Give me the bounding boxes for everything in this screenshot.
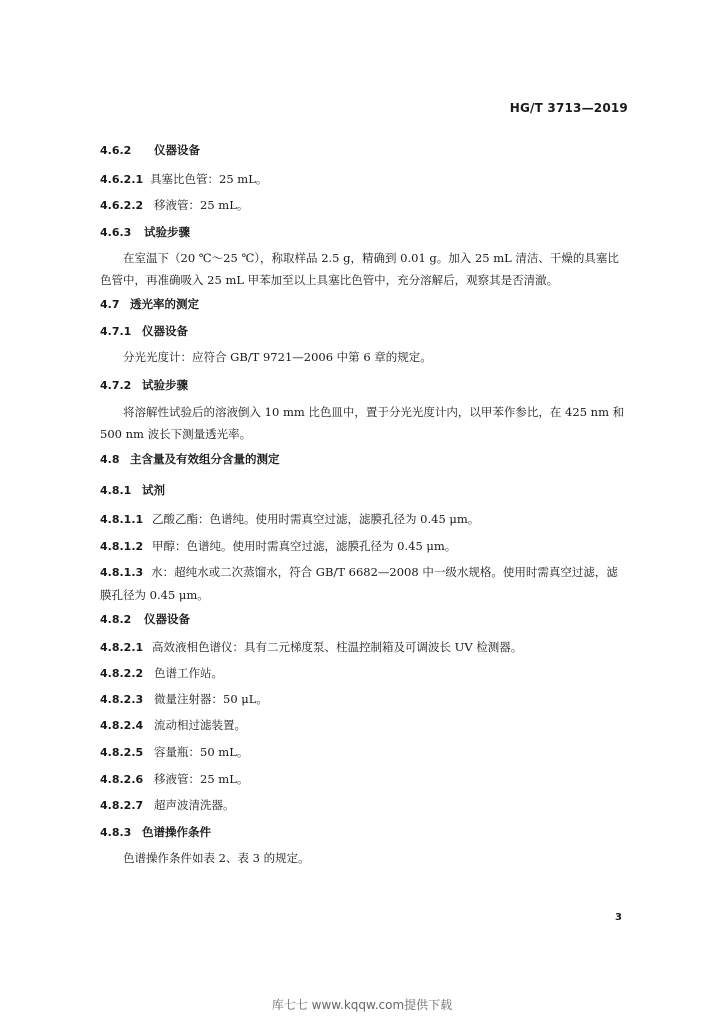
section-title: 透光率的测定 xyxy=(130,297,199,311)
clause-number: 4.8.1.1 xyxy=(100,513,144,526)
section-heading-4-8-1 xyxy=(100,483,165,498)
section-title: 试剂 xyxy=(142,483,165,497)
section-title: 色谱操作条件 xyxy=(142,825,211,839)
section-number: 4.8.3 xyxy=(100,826,132,839)
clause-number: 4.8.2.6 xyxy=(100,773,144,786)
section-number: 4.7.1 xyxy=(100,325,132,338)
section-number: 4.8.2 xyxy=(100,613,132,626)
clause-number: 4.8.1.2 xyxy=(100,540,144,553)
paragraph-4-7-1: 分光光度计：应符合 GB/T 9721—2006 中第 6 章的规定。 xyxy=(123,350,432,364)
clause-4-8-2-7 xyxy=(100,798,235,813)
section-heading-4-8 xyxy=(100,452,280,467)
section-heading-4-6-2 xyxy=(100,143,200,158)
clause-4-8-2-2 xyxy=(100,666,223,681)
section-title: 仪器设备 xyxy=(154,143,200,157)
page-number: 3 xyxy=(615,912,622,923)
clause-4-8-2-5 xyxy=(100,745,248,760)
section-heading-4-8-2 xyxy=(100,612,190,627)
section-title: 仪器设备 xyxy=(142,324,188,338)
paragraph-4-7-2: 将溶解性试验后的溶液倒入 10 mm 比色皿中，置于分光光度计内，以甲苯作参比，在 425 nm 和 500 nm 波长下测量透光率。 xyxy=(100,405,625,441)
clause-text: 甲醇：色谱纯。使用时需真空过滤，滤膜孔径为 0.45 μm。 xyxy=(152,539,457,553)
clause-number: 4.8.2.4 xyxy=(100,719,144,732)
section-number: 4.7 xyxy=(100,298,120,311)
standard-code: HG/T 3713—2019 xyxy=(509,101,628,115)
clause-text: 流动相过滤装置。 xyxy=(154,718,246,732)
clause-number: 4.8.2.3 xyxy=(100,693,144,706)
clause-text: 高效液相色谱仪：具有二元梯度泵、柱温控制箱及可调波长 UV 检测器。 xyxy=(152,640,523,654)
section-number: 4.6.2 xyxy=(100,144,132,157)
clause-number: 4.8.2.1 xyxy=(100,641,144,654)
clause-4-6-2-1 xyxy=(100,172,267,187)
paragraph-4-6-3: 在室温下（20 ℃～25 ℃），称取样品 2.5 g，精确到 0.01 g。加入 25 mL 清洁、干燥的具塞比色管中，再准确吸入 25 mL 甲苯加至以上具塞比色管中，充分溶解后，观察其是否清澈。 xyxy=(100,251,619,287)
clause-text: 容量瓶：50 mL。 xyxy=(154,745,249,759)
clause-number: 4.8.1.3 xyxy=(100,566,144,579)
section-heading-4-8-3 xyxy=(100,825,211,840)
download-watermark: 库七七 www.kqqw.com提供下载 xyxy=(271,998,453,1012)
clause-text: 水：超纯水或二次蒸馏水，符合 GB/T 6682—2008 中一级水规格。使用时需真空过滤，滤膜孔径为 0.45 μm。 xyxy=(100,565,618,602)
clause-number: 4.8.2.2 xyxy=(100,667,144,680)
section-number: 4.8 xyxy=(100,453,120,466)
clause-text: 超声波清洗器。 xyxy=(154,798,235,812)
clause-text: 乙酸乙酯：色谱纯。使用时需真空过滤，滤膜孔径为 0.45 μm。 xyxy=(152,512,480,526)
section-number: 4.8.1 xyxy=(100,484,132,497)
clause-4-8-2-3 xyxy=(100,692,268,707)
clause-number: 4.8.2.5 xyxy=(100,746,144,759)
clause-number: 4.6.2.1 xyxy=(100,173,144,186)
clause-4-8-1-1 xyxy=(100,512,479,527)
clause-4-6-2-2 xyxy=(100,198,248,213)
section-title: 主含量及有效组分含量的测定 xyxy=(130,452,280,466)
clause-4-8-1-3 xyxy=(100,561,628,606)
section-heading-4-7 xyxy=(100,297,199,312)
section-heading-4-7-1 xyxy=(100,324,188,339)
clause-text: 移液管：25 mL。 xyxy=(154,198,249,212)
section-number: 4.7.2 xyxy=(100,379,132,392)
clause-4-8-1-2 xyxy=(100,539,456,554)
clause-text: 具塞比色管：25 mL。 xyxy=(150,172,268,186)
section-heading-4-7-2 xyxy=(100,378,188,393)
section-title: 试验步骤 xyxy=(142,378,188,392)
clause-text: 色谱工作站。 xyxy=(154,666,223,680)
paragraph-4-8-3: 色谱操作条件如表 2、表 3 的规定。 xyxy=(123,851,310,865)
clause-4-8-2-1 xyxy=(100,640,522,655)
clause-text: 移液管：25 mL。 xyxy=(154,772,249,786)
section-title: 试验步骤 xyxy=(144,225,190,239)
clause-4-8-2-4 xyxy=(100,718,246,733)
clause-4-8-2-6 xyxy=(100,772,248,787)
section-title: 仪器设备 xyxy=(144,612,190,626)
section-number: 4.6.3 xyxy=(100,226,132,239)
clause-number: 4.6.2.2 xyxy=(100,199,144,212)
clause-text: 微量注射器：50 μL。 xyxy=(154,692,268,706)
clause-number: 4.8.2.7 xyxy=(100,799,144,812)
section-heading-4-6-3 xyxy=(100,225,190,240)
